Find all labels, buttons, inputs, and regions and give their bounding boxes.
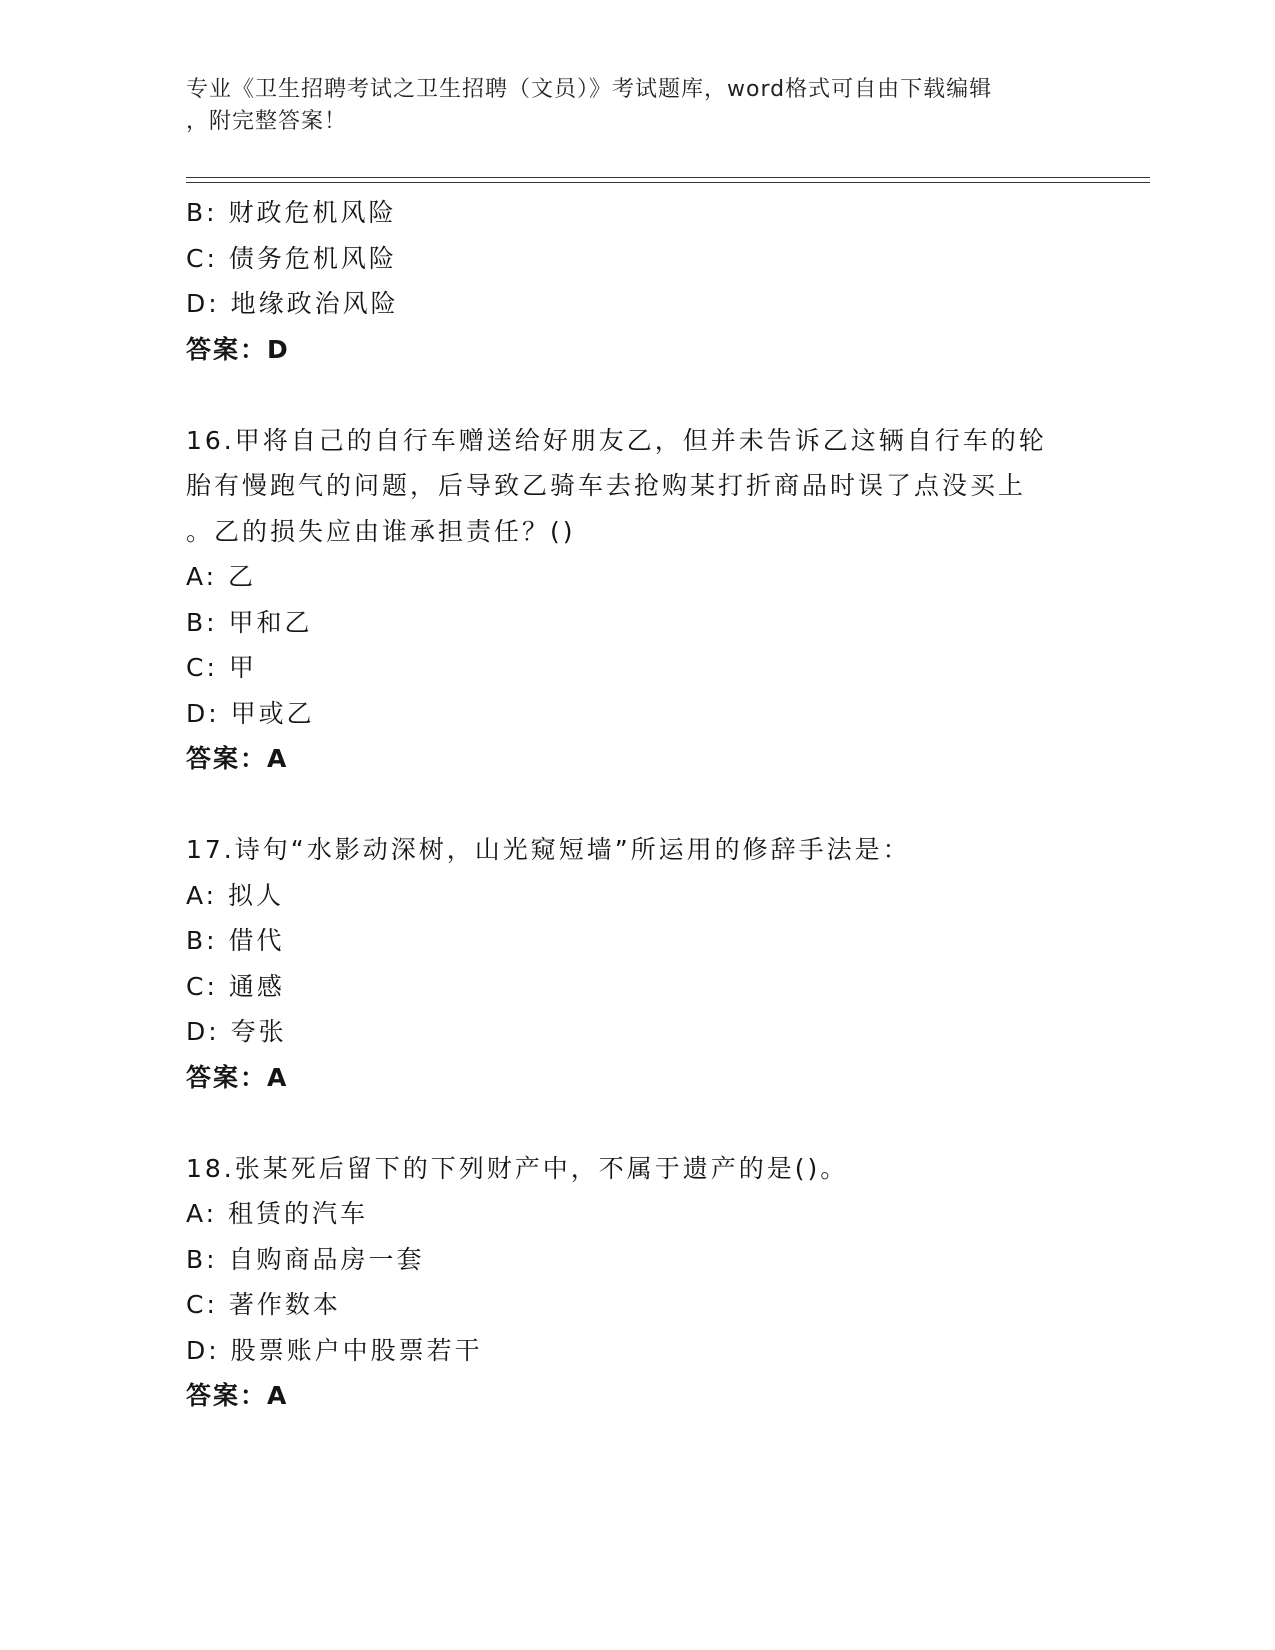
question-17 — [186, 827, 1086, 1100]
question-list — [186, 190, 1086, 1419]
option-a: A: 乙 — [186, 562, 257, 591]
header-title-line-2: ，附完整答案！ — [186, 109, 348, 134]
option-d: D: 股票账户中股票若干 — [186, 1335, 483, 1365]
question-18 — [186, 1146, 1086, 1419]
option-d: D: 夸张 — [186, 1017, 287, 1046]
document-header — [186, 74, 1066, 138]
option-c: C: 甲 — [186, 653, 257, 682]
question-stem-line: 胎有慢跑气的问题，后导致乙骑车去抢购某打折商品时误了点没买上 — [186, 471, 1027, 500]
question-spacer — [186, 1100, 1086, 1146]
answer-line: 答案：D — [186, 334, 290, 364]
header-divider-bottom — [186, 182, 1150, 183]
answer-line: 答案：A — [186, 744, 289, 773]
option-a: A: 拟人 — [186, 880, 285, 910]
question-spacer — [186, 372, 1086, 418]
prev-question-block — [186, 190, 1086, 372]
question-stem-line: 。乙的损失应由谁承担责任？() — [186, 516, 576, 546]
option-b: B: 自购商品房一套 — [186, 1244, 425, 1274]
header-title-line-1: 专业《卫生招聘考试之卫生招聘（文员）》考试题库，word格式可自由下载编辑 — [186, 77, 993, 102]
option-d: D: 甲或乙 — [186, 698, 315, 728]
question-spacer — [186, 782, 1086, 828]
option-b: B: 财政危机风险 — [186, 198, 397, 227]
option-b: B: 甲和乙 — [186, 607, 313, 637]
option-c: C: 通感 — [186, 971, 285, 1001]
option-a: A: 租赁的汽车 — [186, 1199, 369, 1228]
question-stem-line: 17.诗句“水影动深树，山光窥短墙”所运用的修辞手法是： — [186, 835, 911, 864]
question-stem-line: 16.甲将自己的自行车赠送给好朋友乙，但并未告诉乙这辆自行车的轮 — [186, 425, 1047, 455]
option-d: D: 地缘政治风险 — [186, 289, 399, 318]
answer-line: 答案：A — [186, 1062, 289, 1092]
option-b: B: 借代 — [186, 926, 285, 955]
question-16 — [186, 418, 1086, 782]
answer-line: 答案：A — [186, 1381, 289, 1410]
option-c: C: 著作数本 — [186, 1290, 341, 1319]
question-stem-line: 18.张某死后留下的下列财产中，不属于遗产的是()。 — [186, 1153, 849, 1183]
option-c: C: 债务危机风险 — [186, 243, 397, 273]
header-divider-top — [186, 177, 1150, 178]
